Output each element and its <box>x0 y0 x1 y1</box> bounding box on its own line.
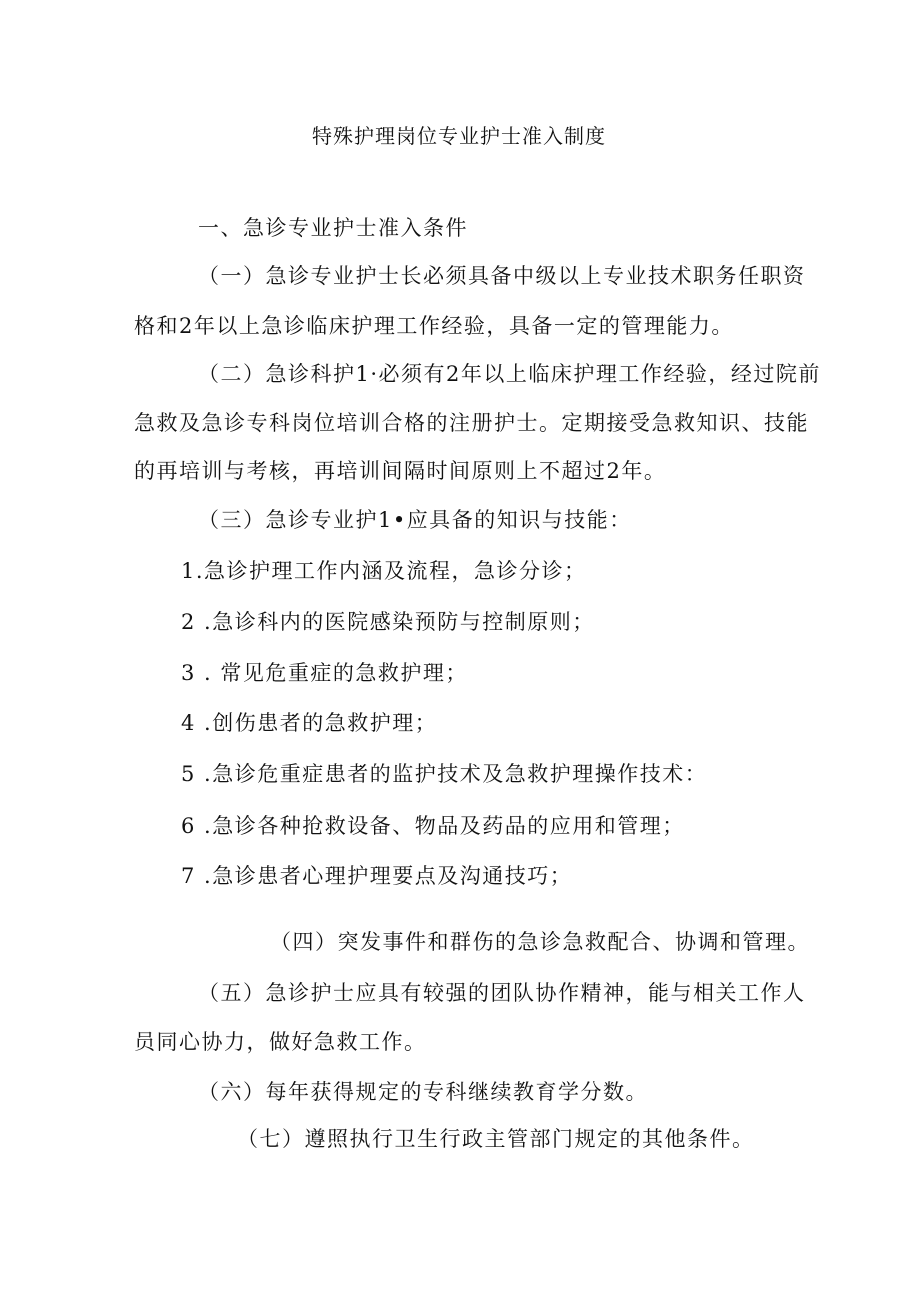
list-item: 2 .急诊科内的医院感染预防与控制原则； <box>181 610 595 634</box>
list-item: 7 .急诊患者心理护理要点及沟通技巧； <box>181 864 573 888</box>
paragraph-item6: （六）每年获得规定的专科继续教育学分数。 <box>198 1080 648 1104</box>
paragraph-item1-line1: （一）急诊专业护士长必须具备中级以上专业技术职务任职资 <box>198 264 806 288</box>
list-item: 6 .急诊各种抢救设备、物品及药品的应用和管理； <box>181 814 685 838</box>
paragraph-item2-line2: 急救及急诊专科岗位培训合格的注册护士。定期接受急救知识、技能 <box>134 411 809 435</box>
document-title: 特殊护理岗位专业护士准入制度 <box>312 124 606 148</box>
paragraph-item7: （七）遵照执行卫生行政主管部门规定的其他条件。 <box>237 1127 755 1151</box>
paragraph-item3: （三）急诊专业护1•应具备的知识与技能： <box>198 508 632 532</box>
paragraph-item2-line3: 的再培训与考核，再培训间隔时间原则上不超过2年。 <box>134 459 667 483</box>
paragraph-item2-line1: （二）急诊科护1·必须有2年以上临床护理工作经验，经过院前 <box>198 362 821 386</box>
list-item: 5 .急诊危重症患者的监护技术及急救护理操作技术： <box>181 762 708 786</box>
paragraph-item4: （四）突发事件和群伤的急诊急救配合、协调和管理。 <box>270 930 810 954</box>
list-item: 4 .创伤患者的急救护理； <box>181 711 438 735</box>
paragraph-item5-line1: （五）急诊护士应具有较强的团队协作精神，能与相关工作人 <box>198 981 806 1005</box>
section-heading: 一、急诊专业护士准入条件 <box>198 216 468 240</box>
list-item: 1.急诊护理工作内涵及流程，急诊分诊； <box>181 559 587 583</box>
paragraph-item5-line2: 员同心协力，做好急救工作。 <box>134 1030 427 1054</box>
paragraph-item1-line2: 格和2年以上急诊临床护理工作经验，具备一定的管理能力。 <box>134 314 734 338</box>
list-item: 3 . 常见危重症的急救护理； <box>181 661 468 685</box>
